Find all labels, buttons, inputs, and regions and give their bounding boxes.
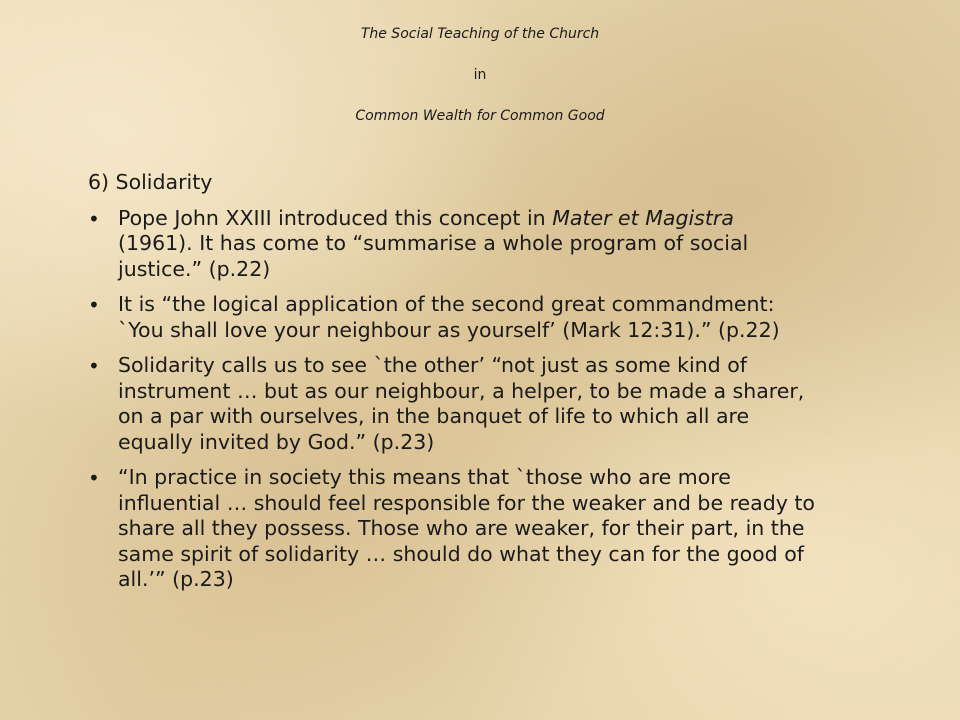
bullet-line: “In practice in society this means that `those who are more xyxy=(118,465,731,489)
bullet-line: influential … should feel responsible for the weaker and be ready to xyxy=(118,490,815,515)
bullet-line: all.’” (p.23) xyxy=(118,567,234,591)
bullet-line: on a par with ourselves, in the banquet of life to which all are xyxy=(118,404,750,428)
bullet-line: (1961). It has come to “summarise a whole program of social xyxy=(118,231,749,255)
bullet-item xyxy=(88,353,918,455)
section-heading: 6) Solidarity xyxy=(88,170,213,194)
bullet-icon: • xyxy=(88,466,100,490)
bullet-item xyxy=(88,465,918,593)
bullet-line: instrument … but as our neighbour, a helper, to be made a sharer, xyxy=(118,378,805,403)
bullet-list xyxy=(88,206,918,593)
bullet-line: same spirit of solidarity … should do what they can for the good of xyxy=(118,541,804,566)
title-line-1: The Social Teaching of the Church xyxy=(360,26,600,42)
title-line-3: Common Wealth for Common Good xyxy=(355,108,605,124)
bullet-line: Pope John XXIII introduced this concept in Mater et Magistra xyxy=(118,205,734,230)
book-title: Mater et Magistra xyxy=(552,205,734,230)
title-line-2: in xyxy=(473,67,487,83)
bullet-icon: • xyxy=(88,354,100,378)
bullet-item xyxy=(88,206,918,283)
bullet-item xyxy=(88,292,918,343)
bullet-icon: • xyxy=(88,206,100,231)
bullet-icon: • xyxy=(88,293,100,317)
bullet-line: Solidarity calls us to see `the other’ “not just as some kind of xyxy=(118,353,747,377)
bullet-line: justice.” (p.22) xyxy=(118,256,271,281)
bullet-line: It is “the logical application of the second great commandment: xyxy=(118,292,775,316)
bullet-line: `You shall love your neighbour as yourself’ (Mark 12:31).” (p.22) xyxy=(118,317,780,342)
slide-body xyxy=(88,170,918,603)
bullet-line: share all they possess. Those who are weaker, for their part, in the xyxy=(118,516,805,540)
slide-title xyxy=(0,14,960,137)
bullet-line: equally invited by God.” (p.23) xyxy=(118,429,435,454)
